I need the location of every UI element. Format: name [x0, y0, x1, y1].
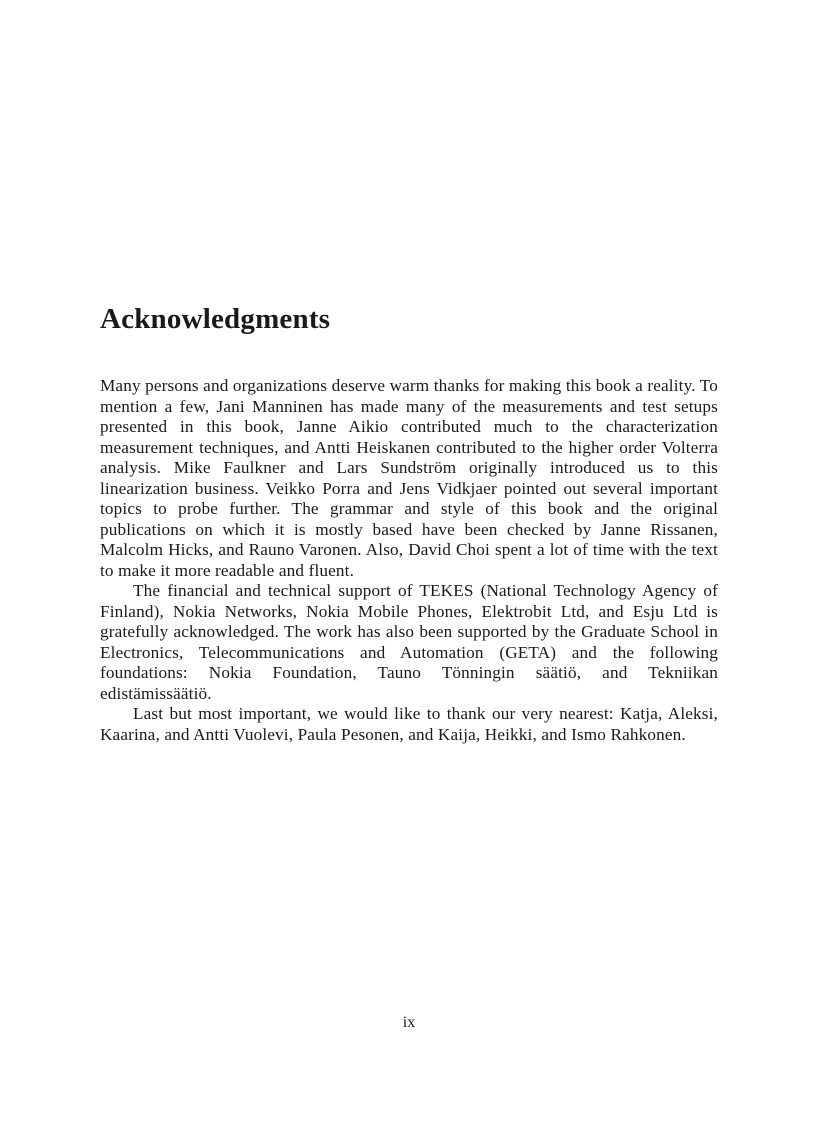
page-number: ix	[402, 1014, 416, 1031]
paragraph-2: The financial and technical support of TEKES (National Technology Agency of Finland), Nokia Networks, Nokia Mobile Phones, Elektrobit Ltd, and Esju Ltd is gratefully acknowledged. The work has also been supported by the Graduate School in Electronics, Telecommunications and Automation (GETA) and the following foundations: Nokia Foundation, Tauno Tönningin säätiö, and Tekniikan edistämissäätiö.	[100, 581, 718, 703]
paragraph-3: Last but most important, we would like to thank our very nearest: Katja, Aleksi, Kaarina, and Antti Vuolevi, Paula Pesonen, and Kaija, Heikki, and Ismo Rahkonen.	[100, 704, 718, 744]
body-text	[100, 376, 718, 745]
chapter-heading: Acknowledgments	[100, 303, 331, 335]
book-page	[100, 0, 718, 1123]
paragraph-1: Many persons and organizations deserve warm thanks for making this book a reality. To mention a few, Jani Manninen has made many of the measurements and test setups presented in this book, Janne Aikio contributed much to the characterization measurement techniques, and Antti Heiskanen contributed to the higher order Volterra analysis. Mike Faulkner and Lars Sundström originally introduced us to this linearization business. Veikko Porra and Jens Vidkjaer pointed out several important topics to probe further. The grammar and style of this book and the original publications on which it is mostly based have been checked by Janne Rissanen, Malcolm Hicks, and Rauno Varonen. Also, David Choi spent a lot of time with the text to make it more readable and fluent.	[100, 376, 718, 580]
